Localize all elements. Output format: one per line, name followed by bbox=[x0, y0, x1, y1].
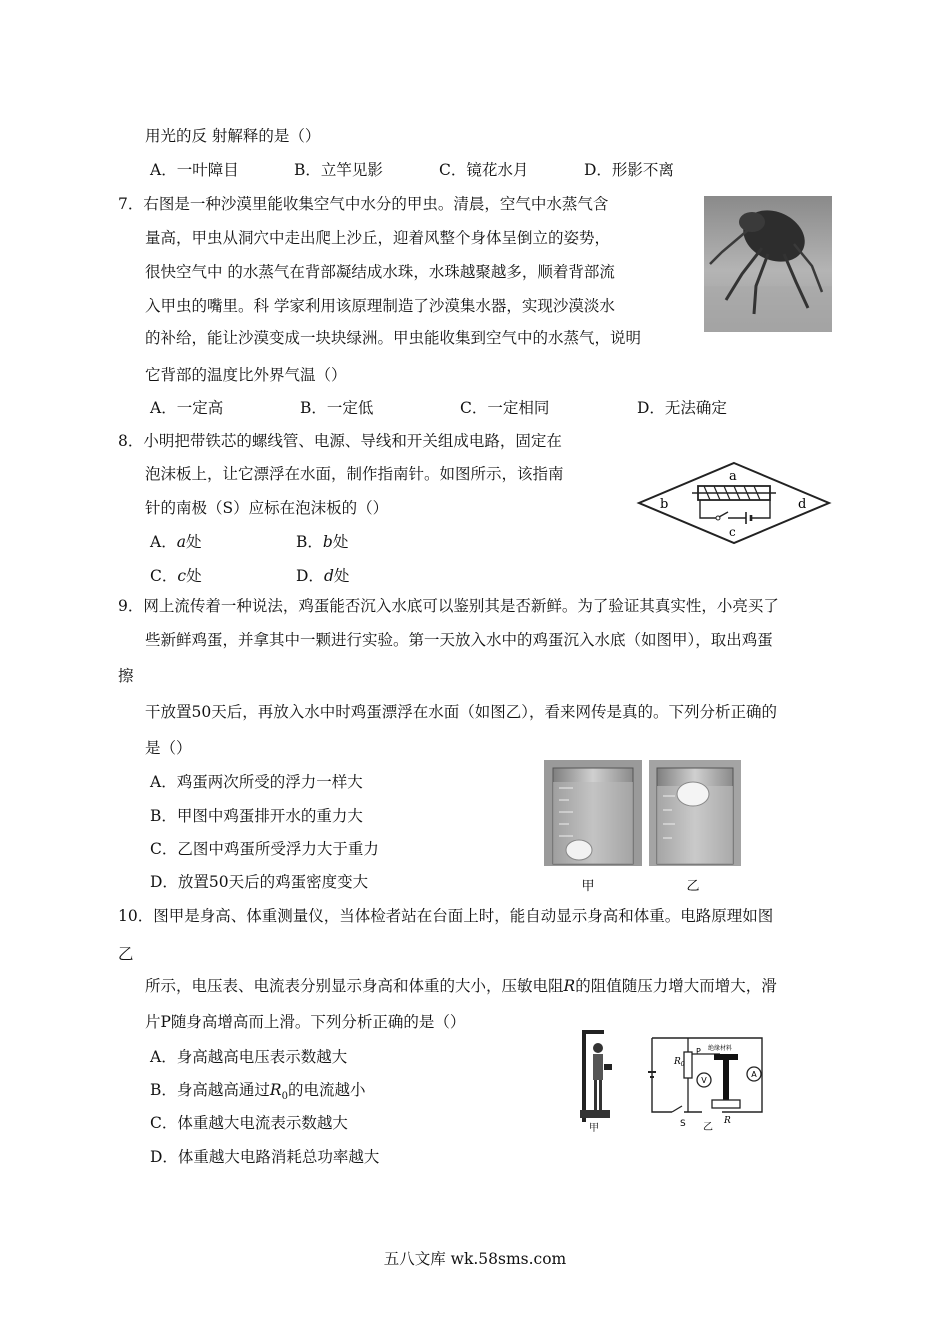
q8-line-2: 泡沫板上，让它漂浮在水面，制作指南针。如图所示，该指南 bbox=[145, 465, 564, 483]
q9-line-2: 些新鲜鸡蛋，并拿其中一颗进行实验。第一天放入水中的鸡蛋沉入水底（如图甲），取出鸡蛋 bbox=[145, 631, 773, 649]
label-jia: 甲 bbox=[581, 879, 595, 894]
q10-option-a: A．身高越高电压表示数越大 bbox=[150, 1048, 348, 1066]
q10-option-c: C．体重越大电流表示数越大 bbox=[150, 1114, 348, 1132]
label-yi-10: 乙 bbox=[703, 1122, 713, 1133]
q8-option-d: D．d处 bbox=[296, 567, 350, 585]
label-S: S bbox=[680, 1119, 686, 1129]
q8-option-a: A．a处 bbox=[150, 533, 202, 551]
label-insulator: 绝缘材料 bbox=[708, 1045, 733, 1052]
q6-option-c: C．镜花水月 bbox=[439, 161, 529, 179]
q9-option-c: C．乙图中鸡蛋所受浮力大于重力 bbox=[150, 840, 379, 858]
q7-line-4: 入甲虫的嘴里。科 学家利用该原理制造了沙漠集水器，实现沙漠淡水 bbox=[145, 297, 615, 315]
q9-line-1: 9．网上流传着一种说法，鸡蛋能否沉入水底可以鉴别其是否新鲜。为了验证其真实性，小亮买了 bbox=[118, 597, 779, 615]
q6-option-b: B．立竿见影 bbox=[294, 161, 383, 179]
q9-option-d: D．放置50天后的鸡蛋密度变大 bbox=[150, 873, 369, 891]
q9-option-a: A．鸡蛋两次所受的浮力一样大 bbox=[150, 773, 363, 791]
q10-line-3: 所示，电压表、电流表分别显示身高和体重的大小，压敏电阻R的阻值随压力增大而增大，滑 bbox=[145, 977, 777, 995]
q9-line-5: 是（） bbox=[145, 739, 192, 757]
q7-line-6: 它背部的温度比外界气温（） bbox=[145, 366, 347, 384]
label-R0: $R_0$ bbox=[674, 1057, 685, 1068]
q7-line-3: 很快空气中 的水蒸气在背部凝结成水珠，水珠越聚越多，顺着背部流 bbox=[145, 263, 615, 281]
q7-line-1: 7．右图是一种沙漠里能收集空气中水分的甲虫。清晨，空气中水蒸气含 bbox=[118, 195, 609, 213]
q8-line-1: 8．小明把带铁芯的螺线管、电源、导线和开关组成电路，固定在 bbox=[118, 432, 562, 450]
q7-option-d: D．无法确定 bbox=[637, 399, 727, 417]
q6-stem-tail: 用光的反 射解释的是（） bbox=[145, 127, 321, 145]
q8-line-3: 针的南极（S）应标在泡沫板的（） bbox=[145, 499, 389, 517]
egg-sunk bbox=[566, 840, 592, 860]
label-yi: 乙 bbox=[686, 879, 700, 894]
compass-diagram bbox=[636, 460, 832, 546]
label-a: a bbox=[729, 469, 737, 484]
label-d: d bbox=[798, 497, 807, 512]
label-R: R bbox=[724, 1116, 731, 1126]
q7-option-c: C．一定相同 bbox=[460, 399, 550, 417]
q10-line-4: 片P随身高增高而上滑。下列分析正确的是（） bbox=[145, 1013, 466, 1031]
q10-option-d: D．体重越大电路消耗总功率越大 bbox=[150, 1148, 380, 1166]
svg-text:A: A bbox=[751, 1070, 757, 1079]
q8-option-c: C．c处 bbox=[150, 567, 202, 585]
label-c: c bbox=[729, 525, 736, 539]
q7-line-5: 的补给，能让沙漠变成一块块绿洲。甲虫能收集到空气中的水蒸气，说明 bbox=[145, 329, 642, 347]
q9-line-4: 干放置50天后，再放入水中时鸡蛋漂浮在水面（如图乙），看来网传是真的。下列分析正确的 bbox=[145, 703, 777, 721]
label-jia-10: 甲 bbox=[589, 1123, 599, 1134]
symbol-R: R bbox=[563, 977, 576, 995]
q9-line-3: 擦 bbox=[118, 667, 134, 685]
height-weight-circuit-figure bbox=[572, 1024, 772, 1134]
q9-option-b: B．甲图中鸡蛋排开水的重力大 bbox=[150, 807, 363, 825]
svg-text:V: V bbox=[701, 1076, 707, 1085]
egg-floating bbox=[677, 782, 709, 806]
page-footer: 五八文库 wk.58sms.com bbox=[383, 1250, 567, 1268]
q7-option-b: B．一定低 bbox=[300, 399, 374, 417]
q8-option-b: B．b处 bbox=[296, 533, 349, 551]
q10-option-b: B．身高越高通过$R_0$的电流越小 bbox=[150, 1081, 366, 1103]
q7-option-a: A．一定高 bbox=[150, 399, 224, 417]
beetle-photo bbox=[704, 196, 832, 332]
q10-line-1: 10．图甲是身高、体重测量仪，当体检者站在台面上时，能自动显示身高和体重。电路原理如图 bbox=[118, 907, 774, 925]
q6-option-a: A．一叶障目 bbox=[150, 161, 239, 179]
label-b: b bbox=[660, 497, 669, 512]
q7-line-2: 量高，甲虫从洞穴中走出爬上沙丘，迎着风整个身体呈倒立的姿势， bbox=[145, 229, 611, 247]
q6-option-d: D．形影不离 bbox=[584, 161, 674, 179]
egg-beakers-figure bbox=[543, 758, 743, 898]
q10-line-2: 乙 bbox=[118, 945, 134, 963]
label-P: P bbox=[696, 1047, 701, 1056]
